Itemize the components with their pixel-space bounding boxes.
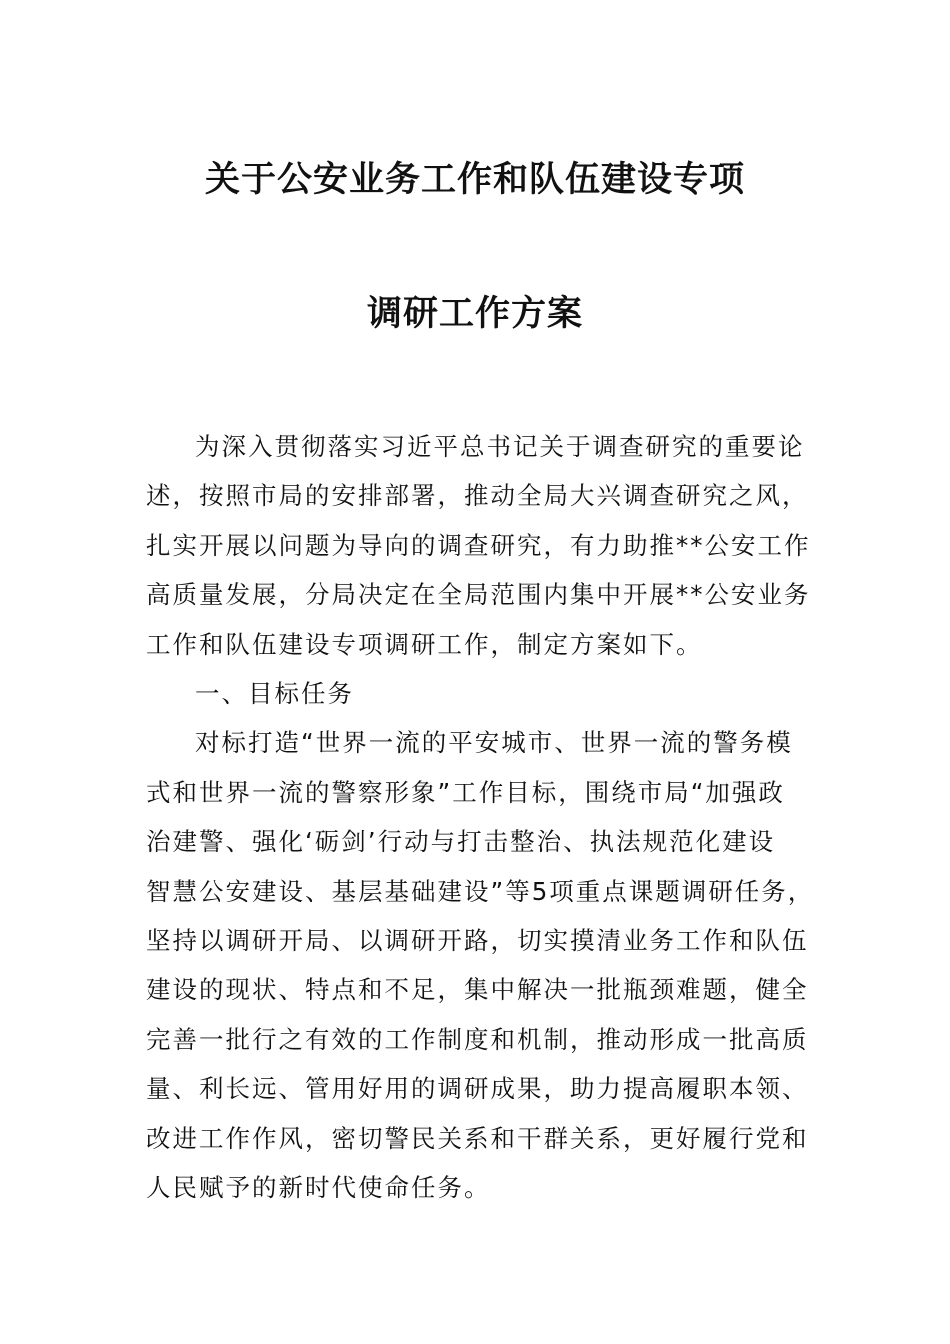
text-line: 人民赋予的新时代使命任务。 <box>146 1173 491 1203</box>
document-title-line-2: 调研工作方案 <box>366 293 583 334</box>
paragraph-intro <box>146 422 812 669</box>
text-line: 智慧公安建设、基层基础建设”等5项重点课题调研任务， <box>146 876 815 906</box>
section-heading-goals <box>146 669 812 718</box>
text-line: 量、利长远、管用好用的调研成果，助力提高履职本领、 <box>146 1074 809 1104</box>
text-line: 完善一批行之有效的工作制度和机制，推动形成一批高质 <box>146 1024 809 1054</box>
text-line: 工作和队伍建设专项调研工作，制定方案如下。 <box>146 629 703 659</box>
section-heading: 一、目标任务 <box>195 679 354 709</box>
document-body <box>146 422 815 1213</box>
document-title-line-1: 关于公安业务工作和队伍建设专项 <box>204 159 745 200</box>
text-line: 为深入贯彻落实习近平总书记关于调查研究的重要论 <box>195 432 805 461</box>
text-line: 坚持以调研开局、以调研开路，切实摸清业务工作和队伍 <box>146 926 809 956</box>
text-line: 治建警、强化‘砺剑’行动与打击整治、执法规范化建设 <box>146 827 776 857</box>
paragraph-goals <box>146 718 815 1212</box>
text-line: 述，按照市局的安排部署，推动全局大兴调查研究之风， <box>146 481 809 511</box>
text-line: 高质量发展，分局决定在全局范围内集中开展**公安业务 <box>146 580 811 610</box>
text-line: 对标打造“世界一流的平安城市、世界一流的警务模 <box>195 728 793 758</box>
text-line: 式和世界一流的警察形象”工作目标，围绕市局“加强政 <box>146 777 785 807</box>
text-line: 建设的现状、特点和不足，集中解决一批瓶颈难题，健全 <box>146 975 809 1005</box>
text-line: 改进工作作风，密切警民关系和干群关系，更好履行党和 <box>146 1123 809 1153</box>
text-line: 扎实开展以问题为导向的调查研究，有力助推**公安工作 <box>146 530 811 560</box>
